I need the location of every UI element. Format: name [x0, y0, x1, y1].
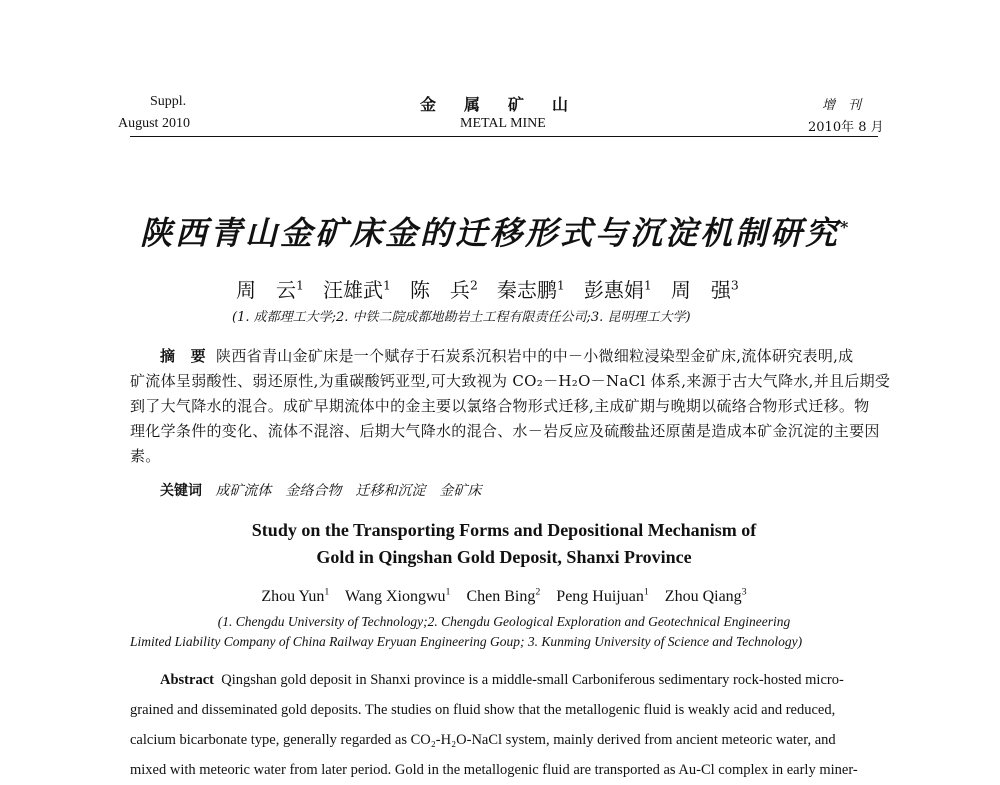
cn-author: 秦志鹏$^1$: [496, 277, 565, 302]
header-date-cn: 2010年 8 月: [808, 120, 884, 135]
cn-authors: [236, 274, 739, 303]
en-abstract-line: Abstract Qingshan gold deposit in Shanxi province is a middle-small Carboniferous sedimentary rock-hosted micro-: [160, 672, 844, 688]
cn-author: 汪雄武$^1$: [322, 277, 391, 302]
en-abstract-label: Abstract: [160, 672, 214, 688]
cn-affiliation: (1. 成都理工大学;2. 中铁二院成都地勘岩土工程有限责任公司;3. 昆明理工大学): [232, 310, 691, 325]
cn-abstract-label: 摘 要: [160, 347, 206, 365]
cn-abstract-line: 摘 要 陕西省青山金矿床是一个赋存于石炭系沉积岩中的中－小微细粒浸染型金矿床,流体研究表明,成: [160, 347, 854, 365]
cn-keywords: [160, 480, 481, 500]
cn-author: 周 云$^1$: [236, 277, 304, 302]
cn-title-text: 陕西青山金矿床金的迁移形式与沉淀机制研究: [140, 214, 841, 252]
cn-abstract: [130, 344, 891, 469]
en-abstract-line: mixed with meteoric water from later period. Gold in the metallogenic fluid are transported as Au-Cl complex in early miner-: [130, 762, 858, 778]
en-authors: [130, 588, 878, 606]
cn-author: 陈 兵$^2$: [409, 277, 478, 302]
cn-title-footnote-mark: *: [840, 217, 852, 237]
en-abstract: [130, 665, 878, 785]
en-title-line: Gold in Qingshan Gold Deposit, Shanxi Province: [316, 547, 692, 567]
cn-title: [140, 208, 851, 254]
en-author: Wang Xiongwu$^1$: [345, 586, 451, 605]
en-abstract-line: calcium bicarbonate type, generally regarded as CO₂-H₂O-NaCl system, mainly derived from ancient meteoric water, and: [130, 732, 836, 748]
en-affiliation-line: Limited Liability Company of China Railway Eryuan Engineering Goup; 3. Kunming University of Science and Technology): [130, 634, 803, 649]
en-author: Chen Bing$^2$: [466, 586, 541, 605]
cn-author: 周 强$^3$: [670, 277, 739, 302]
cn-abstract-line: 素。: [130, 447, 161, 465]
header-journal-cn: 金 属 矿 山: [420, 95, 575, 114]
cn-keywords-list: 成矿流体 金络合物 迁移和沉淀 金矿床: [215, 483, 482, 499]
header-rule: [130, 136, 878, 137]
cn-author: 彭惠娟$^1$: [583, 277, 652, 302]
header-suppl: Suppl.: [150, 94, 187, 109]
cn-abstract-line: 矿流体呈弱酸性、弱还原性,为重碳酸钙亚型,可大致视为 CO₂－H₂O－NaCl 体系,来源于古大气降水,并且后期受: [130, 372, 891, 390]
header-date-en: August 2010: [118, 116, 190, 131]
header-journal-en: METAL MINE: [460, 116, 546, 131]
en-abstract-line: grained and disseminated gold deposits. The studies on fluid show that the metallogenic fluid is weakly acid and reduced,: [130, 702, 836, 718]
cn-keywords-label: 关键词: [160, 483, 202, 499]
en-author: Zhou Yun$^1$: [261, 586, 330, 605]
en-affiliation-line: (1. Chengdu University of Technology;2. Chengdu Geological Exploration and Geotechnical Engineering: [217, 614, 791, 629]
en-author: Zhou Qiang$^3$: [664, 586, 747, 605]
en-author: Peng Huijuan$^1$: [556, 586, 649, 605]
en-title-line: Study on the Transporting Forms and Depositional Mechanism of: [251, 520, 757, 540]
header-suppl-cn: 增 刊: [822, 98, 862, 113]
cn-abstract-line: 理化学条件的变化、流体不混溶、后期大气降水的混合、水－岩反应及硫酸盐还原菌是造成本矿金沉淀的主要因: [130, 422, 880, 440]
cn-abstract-line: 到了大气降水的混合。成矿早期流体中的金主要以氯络合物形式迁移,主成矿期与晚期以硫络合物形式迁移。物: [130, 397, 870, 415]
